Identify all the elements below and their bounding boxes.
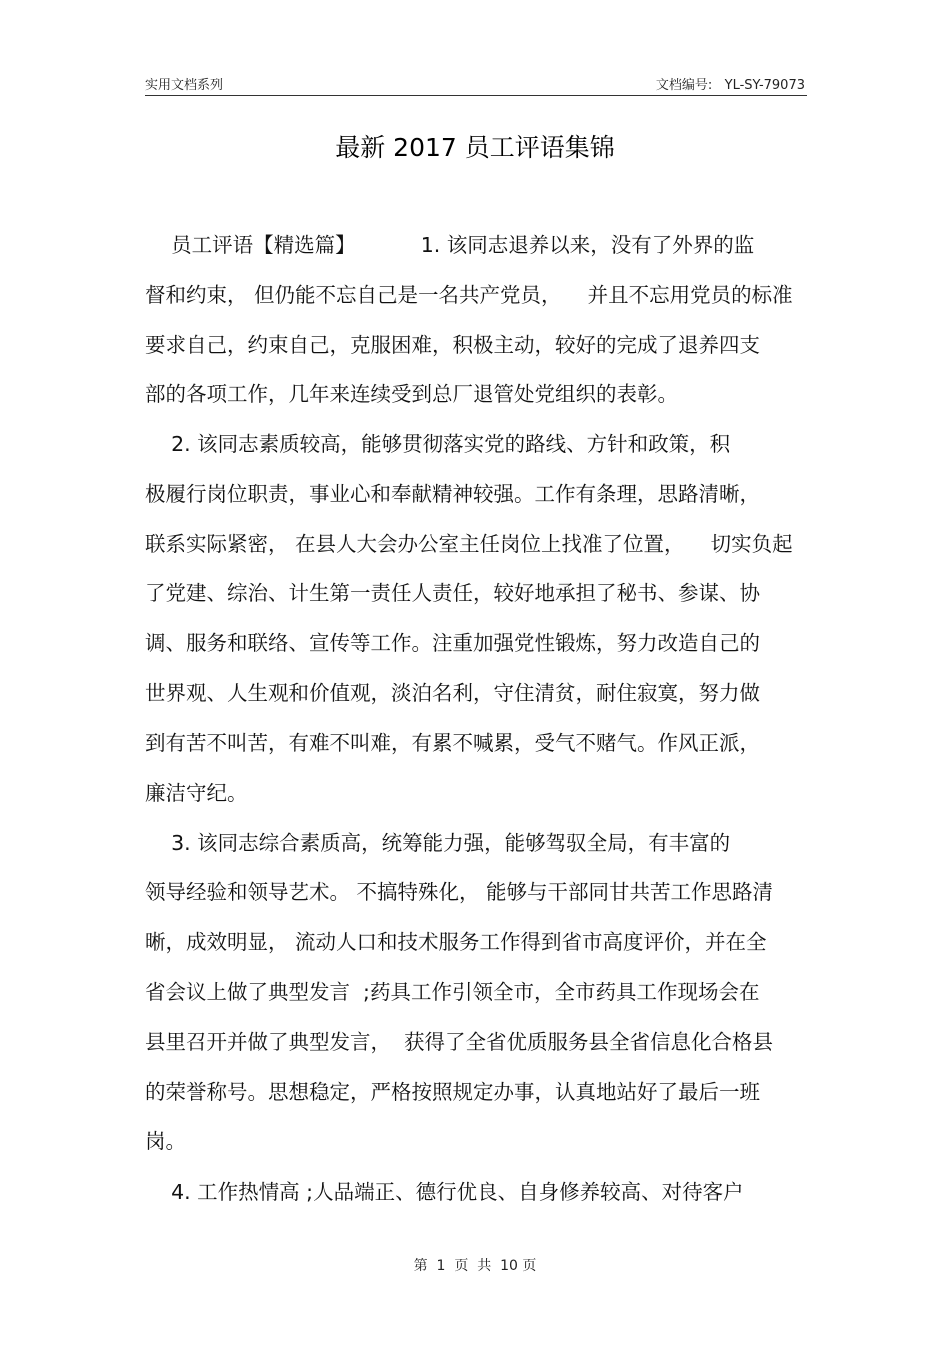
body-line: 要求自己，约束自己，克服困难，积极主动，较好的完成了退养四支 — [145, 333, 760, 357]
body-line: 省会议上做了典型发言 ;药具工作引领全市，全市药具工作现场会在 — [145, 980, 760, 1004]
document-title: 最新 2017 员工评语集锦 — [335, 133, 615, 162]
body-line: 世界观、人生观和价值观，淡泊名利，守住清贫，耐住寂寞，努力做 — [145, 681, 760, 705]
body-line: 县里召开并做了典型发言， 获得了全省优质服务县全省信息化合格县 — [145, 1030, 774, 1054]
body-line: 部的各项工作，几年来连续受到总厂退管处党组织的表彰。 — [145, 382, 678, 406]
body-line: 廉洁守纪。 — [145, 781, 248, 805]
body-line: 领导经验和领导艺术。 不搞特殊化， 能够与干部同甘共苦工作思路清 — [145, 880, 774, 904]
body-line: 4. 工作热情高 ;人品端正、德行优良、自身修养较高、对待客户 — [145, 1180, 744, 1204]
header-series: 实用文档系列 — [145, 78, 224, 93]
body-line: 3. 该同志综合素质高，统筹能力强，能够驾驭全局，有丰富的 — [145, 831, 731, 855]
body-line: 员工评语【精选篇】 1. 该同志退养以来，没有了外界的监 — [145, 233, 755, 257]
body-line: 岗。 — [145, 1129, 186, 1153]
page-number: 第 1 页 共 10 页 — [413, 1258, 537, 1274]
body-line: 2. 该同志素质较高，能够贯彻落实党的路线、方针和政策，积 — [145, 432, 731, 456]
header-doc-number: 文档编号: YL-SY-79073 — [655, 78, 805, 93]
body-line: 到有苦不叫苦，有难不叫难，有累不喊累，受气不赌气。作风正派， — [145, 731, 760, 755]
body-line: 晰，成效明显， 流动人口和技术服务工作得到省市高度评价，并在全 — [145, 930, 767, 954]
body-line: 调、服务和联络、宣传等工作。注重加强党性锻炼，努力改造自己的 — [145, 631, 760, 655]
body-line: 了党建、综治、计生第一责任人责任，较好地承担了秘书、参谋、协 — [145, 581, 760, 605]
header-divider — [145, 95, 807, 96]
body-line: 的荣誉称号。思想稳定，严格按照规定办事，认真地站好了最后一班 — [145, 1080, 760, 1104]
body-line: 督和约束， 但仍能不忘自己是一名共产党员， 并且不忘用党员的标准 — [145, 283, 793, 307]
body-line: 极履行岗位职责，事业心和奉献精神较强。工作有条理，思路清晰， — [145, 482, 760, 506]
body-line: 联系实际紧密， 在县人大会办公室主任岗位上找准了位置， 切实负起 — [145, 532, 793, 556]
